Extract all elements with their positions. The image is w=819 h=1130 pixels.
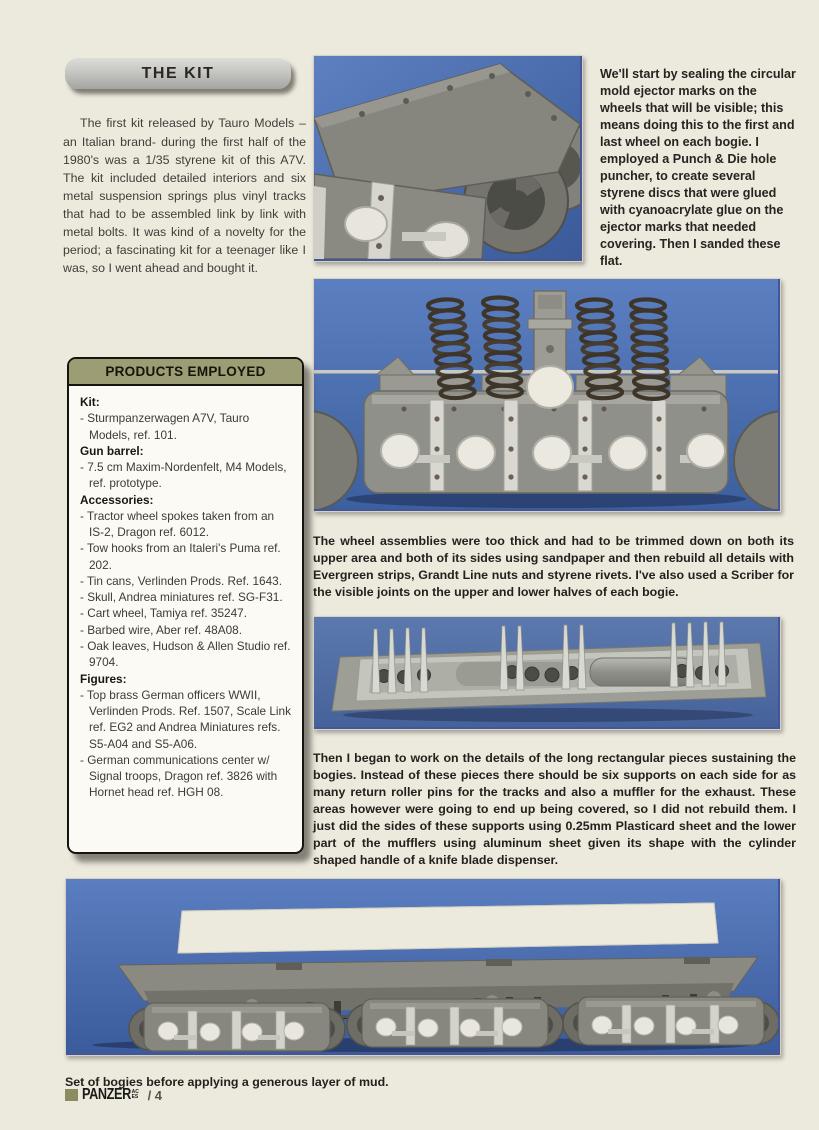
products-entry: - Tow hooks from an Italeri's Puma ref. 202. [80, 541, 281, 572]
products-entry: - German communications center w/ Signal troops, Dragon ref. 3826 with Hornet head ref. HGH 08. [80, 752, 278, 800]
products-entry: Gun barrel: [80, 443, 144, 458]
bogie-set-illustration [66, 879, 778, 1053]
photo-bogie-springs [313, 278, 781, 512]
kit-intro-paragraph: The first kit released by Tauro Models – an Italian brand- during the first half of the 1980's was a 1/35 styrene kit of this A7V. The kit included detailed interiors and six metal suspension springs plus vinyl tracks that had to be assembled link by link with metal bolts. It was kind of a novelty for the period; a fascinating kit for a teenager like I was, so I went ahead and bought it. [63, 116, 306, 276]
support-piece-illustration [314, 617, 778, 727]
products-entry: - Top brass German officers WWII, Verlinden Prods. Ref. 1507, Scale Link ref. EG2 and Andrea Miniatures refs. S5-A04 and S5-A06. [80, 687, 291, 751]
bogie-closeup-illustration [314, 56, 580, 259]
magazine-logo-suffix: ACES [131, 1089, 139, 1100]
photo-bogie-set [65, 878, 781, 1056]
page-footer [65, 1086, 162, 1104]
products-employed-title: PRODUCTS EMPLOYED [69, 359, 302, 386]
intro-note-text: We'll start by sealing the circular mold ejector marks on the wheels that will be visible; this means doing this to the first and last wheel on each bogie. I employed a Punch & Die hole puncher, to create several styrene discs that were glued with cyanoacrylate glue on the ejector marks that needed covering. Then I sanded these flat. [600, 66, 796, 268]
products-entry: Accessories: [80, 492, 154, 507]
products-entry: - Tin cans, Verlinden Prods. Ref. 1643. [80, 573, 282, 588]
products-entry: Figures: [80, 671, 127, 686]
caption-wheel-assemblies: The wheel assemblies were too thick and had to be trimmed down on both its upper area and both of its sides using sandpaper and then rebuild all details with Evergreen strips, Grandt Line nuts and styrene rivets. I've also used a Scriber for the visible joints on the upper and lower halves of each bogie. [313, 534, 794, 599]
section-title-the-kit: THE KIT [65, 58, 291, 89]
bogie-springs-illustration [314, 279, 778, 509]
footer-olive-square-icon [65, 1089, 78, 1101]
products-entry: - Tractor wheel spokes taken from an IS-2, Dragon ref. 6012. [80, 508, 275, 540]
caption-supports: Then I began to work on the details of the long rectangular pieces sustaining the bogies. Instead of these pieces there should be six supports on each side for as many return roller pins for the tracks and also a muffler for the exhaust. These areas however were going to end up being covered, so I did not rebuild them. I just did the sides of these supports using 0.25mm Plasticard sheet and the lower part of the mufflers using aluminum sheet given its shape with the cylinder shaped handle of a knife blade dispenser. [313, 751, 796, 867]
photo-bogie-closeup [313, 55, 583, 262]
products-employed-box [67, 357, 304, 854]
products-entry: - Barbed wire, Aber ref. 48A08. [80, 622, 242, 637]
magazine-logo: PANZER [82, 1086, 131, 1103]
products-entry: - Sturmpanzerwagen A7V, Tauro Models, ref. 101. [80, 411, 250, 442]
products-entry: - Oak leaves, Hudson & Allen Studio ref. 9704. [80, 638, 291, 670]
products-entry: - Cart wheel, Tamiya ref. 35247. [80, 606, 247, 621]
products-list [69, 386, 302, 809]
photo-support-piece [313, 616, 781, 730]
products-entry: - Skull, Andrea miniatures ref. SG-F31. [80, 590, 283, 605]
caption-bogie-set: Set of bogies before applying a generous layer of mud. [65, 1075, 389, 1090]
page-number: / 4 [147, 1087, 163, 1103]
products-entry: Kit: [80, 395, 100, 409]
products-entry: - 7.5 cm Maxim-Nordenfelt, M4 Models, ref. prototype. [80, 460, 287, 491]
